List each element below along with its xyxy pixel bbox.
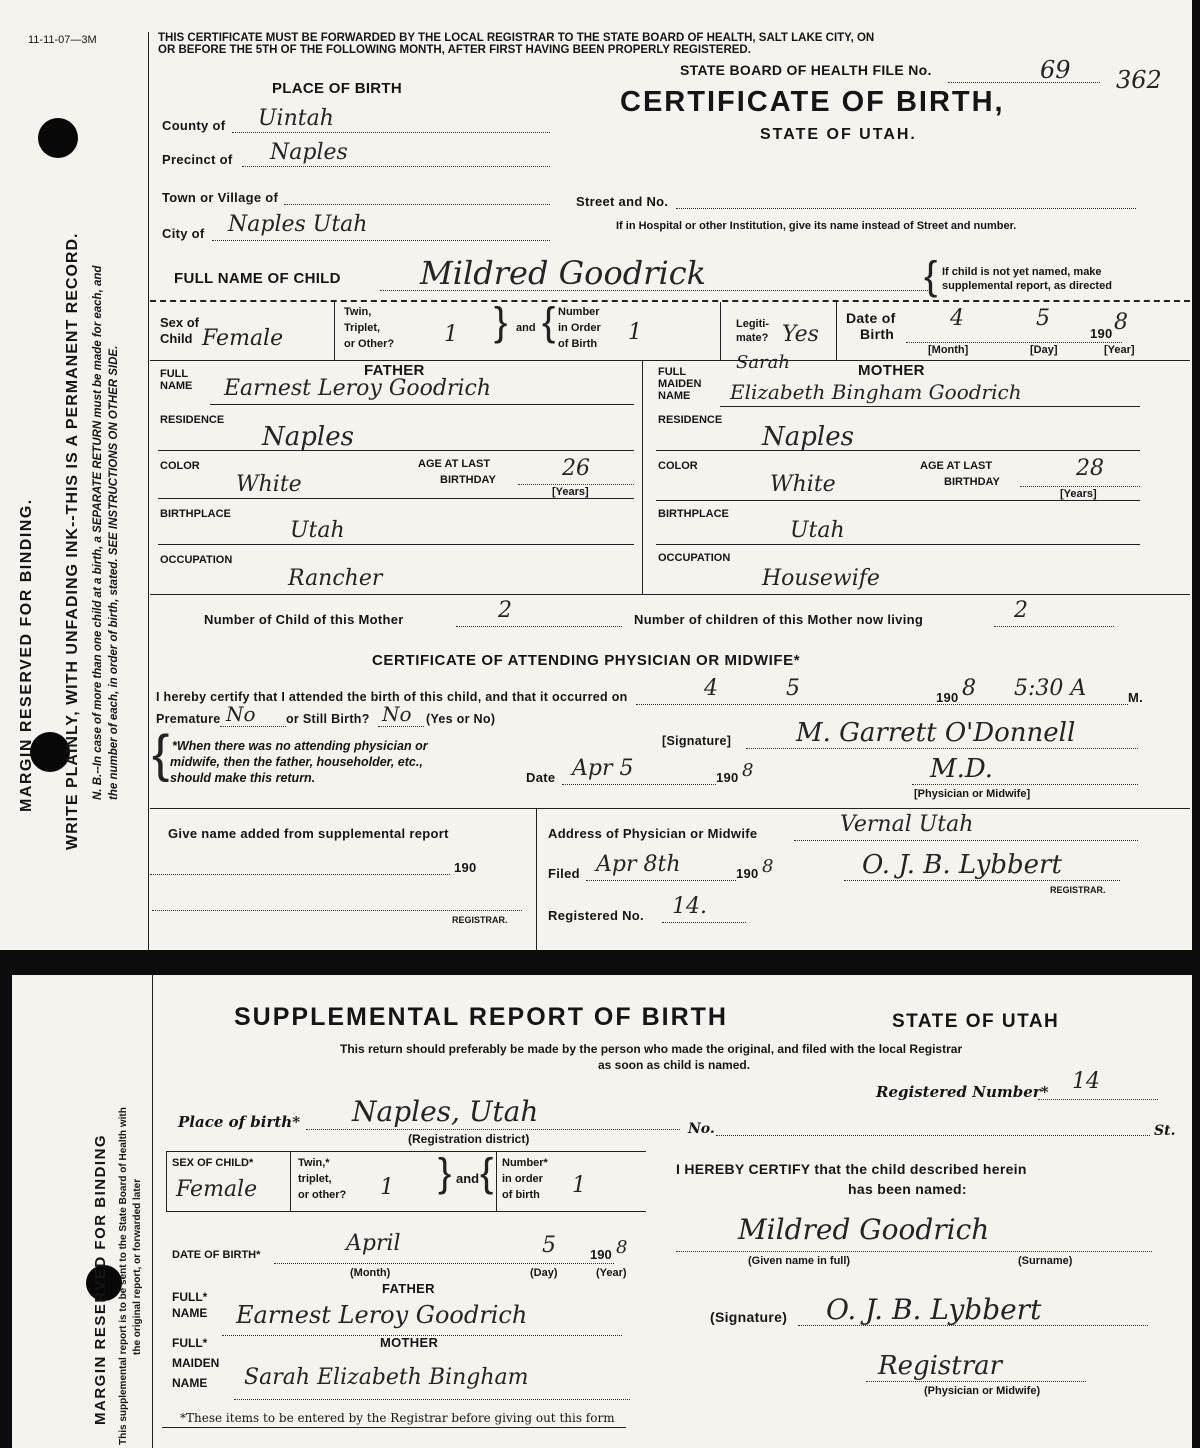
supp-number-label-3: of birth [502,1189,540,1201]
father-name-label: NAME [160,380,193,392]
supp-registrar-word: Registrar [878,1351,1003,1381]
supp-year-prefix: 190 [454,860,477,875]
supp-sex-value: Female [176,1177,258,1202]
number-label-2: in Order [558,322,601,334]
and-label: and [516,322,536,334]
registrar-label-left: REGISTRAR. [452,915,508,925]
father-heading: FATHER [364,362,425,379]
father-years-label: [Years] [552,486,589,498]
month-label: [Month] [928,344,969,356]
address-label: Address of Physician or Midwife [548,826,758,841]
still-value: No [382,702,412,726]
physician-signature: M. Garrett O'Donnell [796,718,1076,748]
mother-age-label-2: BIRTHDAY [944,476,1000,488]
father-birthplace-label: BIRTHPLACE [160,508,231,520]
legit-label-1: Legiti- [736,318,769,330]
physician-suffix: M.D. [930,754,994,784]
county-label: County of [162,118,226,133]
children-value: 2 [498,598,512,623]
mother-name-label: NAME [658,390,691,402]
mother-age: 28 [1076,456,1104,481]
mother-heading: MOTHER [858,362,925,379]
supp-margin-note-2: the original report, or forwarded later [132,1178,143,1355]
certificate-title: CERTIFICATE OF BIRTH, [620,86,1005,118]
filed-year-digit: 8 [762,856,774,877]
father-residence: Naples [262,422,354,452]
mother-years-label: [Years] [1060,488,1097,500]
supp-number-value: 1 [572,1173,586,1198]
give-name-label: Give name added from supplemental report [168,826,449,841]
registrar-label-right: REGISTRAR. [1050,885,1106,895]
supp-day-label: (Day) [530,1267,558,1279]
margin-write-text: WRITE PLAINLY, WITH UNFADING INK--THIS IS A PERMANENT RECORD. [64,232,81,850]
mother-color-label: COLOR [658,460,698,472]
registered-number-label: Registered Number* [876,1083,1049,1101]
mother-occupation-label: OCCUPATION [658,552,731,564]
occ-time: 5:30 A [1014,676,1087,701]
supp-mother-name: Sarah Elizabeth Bingham [244,1365,529,1390]
father-color-label: COLOR [160,460,200,472]
supp-month-label: (Month) [350,1267,391,1279]
supp-year-label: (Year) [596,1267,627,1279]
number-label-1: Number [558,306,600,318]
occ-year-prefix: 190 [936,690,959,705]
supp-mother-maiden-label: MAIDEN [172,1356,220,1370]
registered-value: 14. [672,894,707,919]
supp-number-label-2: in order [502,1173,543,1185]
not-named-note-2: supplemental report, as directed [942,280,1112,292]
mother-birthplace: Utah [790,518,845,543]
birth-certificate: 11-11-07—3M MARGIN RESERVED FOR BINDING. WRITE PLAINLY, WITH UNFADING INK--THIS IS A PERMANENT RECORD. N. B.--In case of more than one child at a birth, a SEPARATE RETURN must be made for each, and the number of each, in order of birth, stated. SEE INSTRUCTIONS ON OTHER SIDE. THIS CERTIFICATE MUST BE FORWARDED BY THE LOCAL REGISTRAR TO THE STATE BOARD OF HEALTH, SALT LAKE CITY, ON OR BEFORE THE 5TH OF THE FOLLOWING MONTH, AFTER FIRST HAVING BEEN PROPERLY REGISTERED. PLACE OF BIRTH STATE BOARD OF HEALTH FILE No. 69 362 CERTIFICATE OF BIRTH, STATE OF UTAH. County of Uintah Precinct of Naples Town or Village of Street and No. If in Hospital or other Institution, give its name instead of Street and number. City of Naples Utah FULL NAME OF CHILD Mildred Goodrick { If child is not yet named, make supplemental report, as directed Sex of Child Female Twin, Triplet, or Other? 1 } and { Number in Order of Birth 1 Legiti- mate? Yes Date of Birth 4 5 190 8 [Month] [Day] [Year] FATHER FULL NAME Earnest Leroy Goodrich RESIDENCE Naples COLOR AGE AT LAST BIRTHDAY 26 [Years] White BIRTHPLACE Utah OCCUPATION Rancher MOTHER FULL MAIDEN NAME Sarah Elizabeth Bingham Goodrich RESIDENCE Naples COLOR AGE AT LAST BIRTHDAY 28 [Years] White BIRTHPLACE Utah OCCUPATION Housewife Number of Child of this Mother 2 Number of children of this Mother now living 2 CERTIFICATE OF ATTENDING PHYSICIAN OR MIDWIFE* I hereby certify that I attended the birth of this child, and that it occurred on 4 5 190 8 5:30 A M. Premature No or Still Birth? No (Yes or No) { *When there was no attending physician or midwife, then the father, householder, etc., should make this return. [Signature] M. Garrett O'Donnell Date Apr 5 190 8 M.D. [Physician or Midwife] Give name added from supplemental report 190 REGISTRAR. Address of Physician or Midwife Vernal Utah Filed Apr 8th 190 8 O. J. B. Lybbert REGISTRAR. Registered No. 14. [0,0,1192,950]
father-color: White [236,472,302,497]
county-value: Uintah [258,106,334,131]
mother-residence-label: RESIDENCE [658,414,723,426]
twin-label-2: Triplet, [344,322,381,334]
supp-margin-note-1: This supplemental report is to be sent to the State Board of Health with [118,1107,129,1445]
margin-nb-text-1: N. B.--In case of more than one child at a birth, a SEPARATE RETURN must be made for each, and [92,265,104,800]
twin-label-1: Twin, [344,306,372,318]
twin-label-3: or Other? [344,338,395,350]
father-age-label-2: BIRTHDAY [440,474,496,486]
supp-father-name-label: NAME [172,1306,208,1320]
supp-child-name: Mildred Goodrich [738,1213,990,1246]
supp-number-label-1: Number* [502,1157,548,1169]
supp-title-state: STATE OF UTAH [892,1011,1060,1032]
no-physician-2: midwife, then the father, householder, etc., [170,755,423,769]
supp-instruction-1: This return should preferably be made by the person who made the original, and filed with the local Registrar [340,1042,963,1056]
supp-father-full-label: FULL* [172,1290,208,1304]
precinct-label: Precinct of [162,152,233,167]
father-occupation: Rancher [288,566,383,591]
mother-name: Elizabeth Bingham Goodrich [730,380,1022,404]
living-value: 2 [1014,598,1028,623]
hospital-note: If in Hospital or other Institution, give its name instead of Street and number. [616,220,1017,232]
year-label: [Year] [1104,344,1135,356]
mother-occupation: Housewife [762,566,880,591]
mother-birthplace-label: BIRTHPLACE [658,508,729,520]
supp-certify-1: I HEREBY CERTIFY that the child described herein [676,1161,1027,1177]
file-no-extra: 362 [1116,66,1162,94]
dob-month: 4 [950,306,964,331]
sign-date: Apr 5 [572,756,634,781]
place-of-birth-heading: PLACE OF BIRTH [272,80,403,97]
occ-month: 4 [704,676,718,701]
city-label: City of [162,226,205,241]
father-residence-label: RESIDENCE [160,414,225,426]
children-label: Number of Child of this Mother [204,612,404,627]
father-age: 26 [562,456,590,481]
mother-full-label: FULL [658,366,687,378]
father-full-label: FULL [160,368,189,380]
sign-year-prefix: 190 [716,770,739,785]
place-value: Naples, Utah [352,1095,539,1128]
father-occupation-label: OCCUPATION [160,554,233,566]
supp-dob-label: DATE OF BIRTH* [172,1249,261,1261]
supp-signature-label: (Signature) [710,1309,788,1325]
registered-label: Registered No. [548,908,644,923]
supp-footnote: *These items to be entered by the Registrar before giving out this form [180,1411,615,1425]
twin-value: 1 [444,322,458,347]
m-label: M. [1128,690,1144,705]
no-label: No. [688,1121,715,1137]
st-label: St. [1154,1123,1176,1139]
supp-mother-full-label: FULL* [172,1336,208,1350]
dob-day: 5 [1036,306,1050,331]
margin-binding-text: MARGIN RESERVED FOR BINDING. [18,498,35,812]
address-value: Vernal Utah [840,812,974,837]
street-label: Street and No. [576,194,669,209]
yes-no-label: (Yes or No) [426,712,496,726]
supp-registrar-signature: O. J. B. Lybbert [826,1293,1042,1326]
date-label-2: Birth [860,326,895,342]
forward-notice-2: OR BEFORE THE 5TH OF THE FOLLOWING MONTH, AFTER FIRST HAVING BEEN PROPERLY REGISTERED. [158,44,751,56]
supp-mother-name-label: NAME [172,1376,208,1390]
mother-maiden-label: MAIDEN [658,378,702,390]
dob-year-digit: 8 [1114,310,1128,335]
physician-or-midwife: [Physician or Midwife] [914,788,1031,800]
precinct-value: Naples [270,140,348,165]
sex-label-1: Sex of [160,315,200,330]
forward-notice-1: THIS CERTIFICATE MUST BE FORWARDED BY THE LOCAL REGISTRAR TO THE STATE BOARD OF HEALTH, SALT LAKE CITY, ON [158,32,875,44]
registration-district: (Registration district) [408,1132,530,1146]
sex-value: Female [202,326,284,351]
town-label: Town or Village of [162,190,279,205]
signature-label: [Signature] [662,734,732,748]
premature-label: Premature [156,712,221,726]
mother-age-label-1: AGE AT LAST [920,460,993,472]
supp-dob-month: April [346,1231,401,1256]
no-physician-3: should make this return. [170,771,316,785]
supp-sex-label: SEX OF CHILD* [172,1157,254,1169]
margin-nb-text-2: the number of each, in order of birth, stated. SEE INSTRUCTIONS ON OTHER SIDE. [108,345,120,800]
father-name: Earnest Leroy Goodrich [224,376,492,401]
supp-father-heading: FATHER [382,1281,435,1296]
certificate-state: STATE OF UTAH. [760,126,917,143]
mother-color: White [770,472,836,497]
filed-year-prefix: 190 [736,866,759,881]
physician-heading: CERTIFICATE OF ATTENDING PHYSICIAN OR MIDWIFE* [372,652,801,669]
supp-twin-label-2: triplet, [298,1173,332,1185]
supp-and-label: and [456,1171,480,1186]
supp-certify-2: has been named: [848,1181,967,1197]
supp-physician-or-midwife: (Physician or Midwife) [924,1385,1041,1397]
supp-twin-label-1: Twin,* [298,1157,330,1169]
date-label: Date [526,770,556,785]
number-label-3: of Birth [558,338,598,350]
supp-dob-year-digit: 8 [616,1237,628,1258]
binding-hole-top [38,118,78,158]
surname-label: (Surname) [1018,1255,1073,1267]
supplemental-report: MARGIN RESERVED FOR BINDING This supplemental report is to be sent to the State Board of Health with the original report, or forwarded later SUPPLEMENTAL REPORT OF BIRTH STATE OF UTAH This return should preferably be made by the person who made the original, and filed with the local Registrar as soon as child is named. Registered Number* 14 Place of birth* Naples, Utah (Registration district) No. St. SEX OF CHILD* Female Twin,* triplet, or other? 1 } and { Number* in order of birth 1 I HEREBY CERTIFY that the child described herein has been named: DATE OF BIRTH* April 5 190 8 (Month) (Day) (Year) Mildred Goodrich (Given name in full) (Surname) FATHER FULL* NAME Earnest Leroy Goodrich MOTHER FULL* MAIDEN NAME Sarah Elizabeth Bingham (Signature) O. J. B. Lybbert Registrar (Physician or Midwife) *These items to be entered by the Registrar before giving out this form [12,975,1192,1448]
supp-dob-year-prefix: 190 [590,1247,612,1262]
still-label: or Still Birth? [286,712,370,726]
form-code: 11-11-07—3M [28,34,97,46]
living-label: Number of children of this Mother now living [634,612,924,627]
full-name-value: Mildred Goodrick [420,254,707,292]
full-name-label: FULL NAME OF CHILD [174,270,341,287]
dob-year-prefix: 190 [1090,326,1113,341]
registered-number-value: 14 [1072,1069,1100,1094]
certify-text: I hereby certify that I attended the birth of this child, and that it occurred on [156,690,628,704]
file-no-value: 69 [1040,56,1071,84]
no-physician-1: *When there was no attending physician or [172,739,428,753]
legit-value: Yes [782,322,819,347]
supp-twin-value: 1 [380,1175,394,1200]
supp-twin-label-3: or other? [298,1189,347,1201]
place-label: Place of birth* [178,1113,301,1131]
supp-father-name: Earnest Leroy Goodrich [236,1301,528,1329]
sex-label-2: Child [160,331,193,346]
date-label-1: Date of [846,310,896,326]
mother-name-insert: Sarah [736,352,790,373]
occ-day: 5 [786,676,800,701]
filed-value: Apr 8th [596,852,681,877]
not-named-note-1: If child is not yet named, make [942,266,1102,278]
number-value: 1 [628,320,642,345]
mother-residence: Naples [762,422,854,452]
supp-margin-binding: MARGIN RESERVED FOR BINDING [92,1133,109,1425]
supp-mother-heading: MOTHER [380,1335,439,1350]
sign-year-digit: 8 [742,760,754,781]
father-age-label-1: AGE AT LAST [418,458,491,470]
given-name-label: (Given name in full) [748,1255,851,1267]
supp-dob-day: 5 [542,1233,556,1258]
supp-title: SUPPLEMENTAL REPORT OF BIRTH [234,1003,728,1031]
city-value: Naples Utah [228,212,368,237]
supp-instruction-2: as soon as child is named. [598,1058,751,1072]
filed-label: Filed [548,866,580,881]
legit-label-2: mate? [736,332,769,344]
premature-value: No [226,702,256,726]
file-no-label: STATE BOARD OF HEALTH FILE No. [680,62,932,78]
day-label: [Day] [1030,344,1058,356]
registrar-signature: O. J. B. Lybbert [862,850,1062,880]
father-birthplace: Utah [290,518,345,543]
occ-year-digit: 8 [962,676,976,701]
